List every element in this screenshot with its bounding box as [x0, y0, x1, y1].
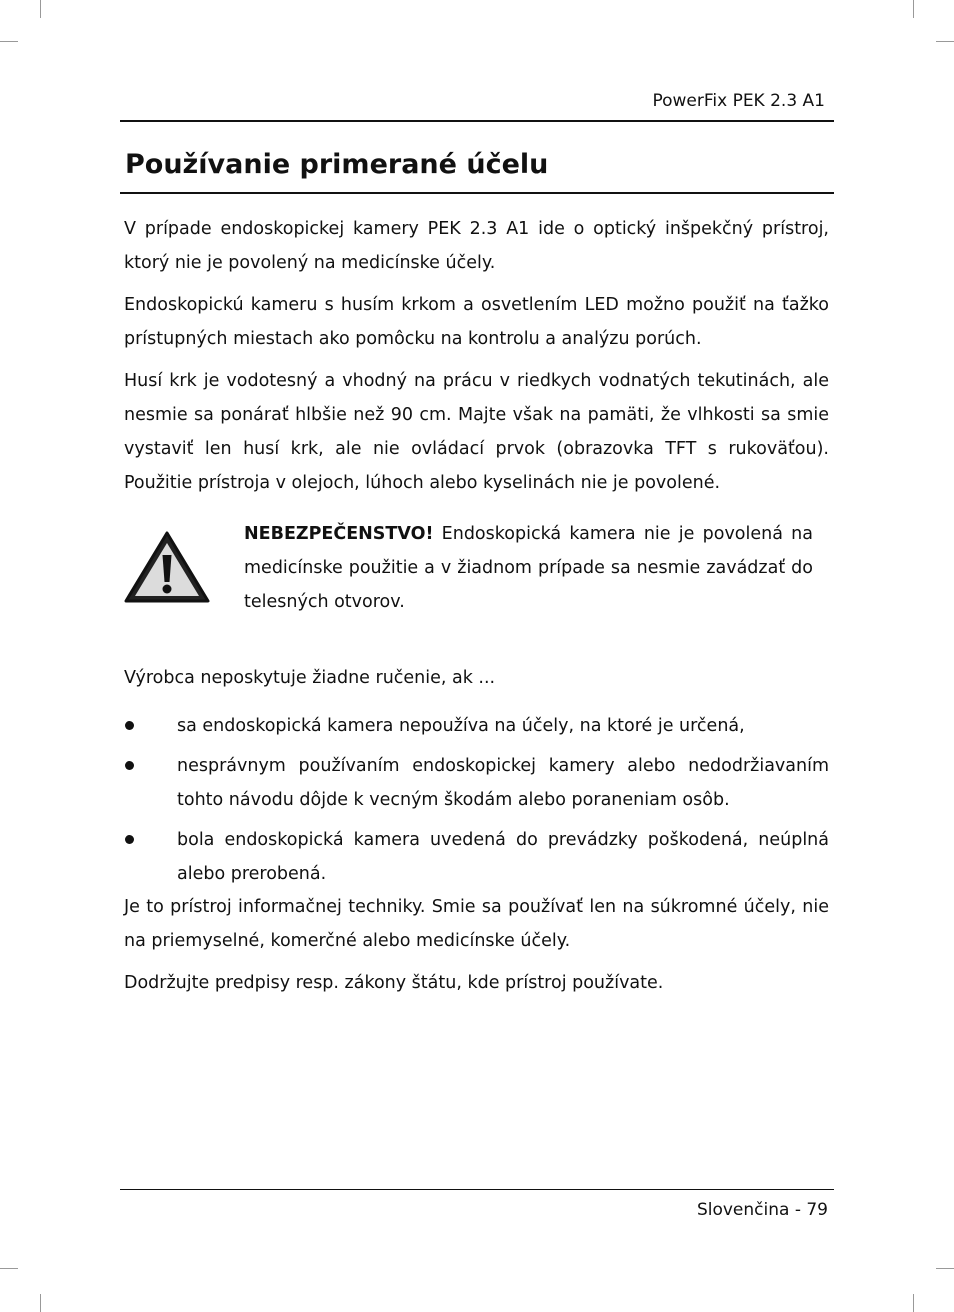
footer-rule [120, 1189, 834, 1190]
warning-text [244, 517, 813, 619]
bullet [125, 761, 134, 770]
crop-mark [40, 1294, 41, 1312]
crop-mark [913, 1294, 914, 1312]
closing-section [124, 890, 829, 1000]
list-item [124, 749, 829, 817]
list-item [124, 823, 829, 891]
paragraph: V prípade endoskopickej kamery PEK 2.3 A1 ide o optický inšpekčný prístroj, ktorý nie je povolený na medicínske účely. [124, 219, 829, 273]
list-item [124, 709, 829, 743]
paragraph: Je to prístroj informačnej techniky. Smie sa používať len na súkromné účely, nie na priemyselné, komerčné alebo medicínske účely. [124, 897, 829, 951]
list-item-text: sa endoskopická kamera nepoužíva na účely, na ktoré je určená, [177, 716, 745, 736]
page-title: Používanie primerané účelu [125, 149, 549, 180]
title-rule [120, 192, 834, 194]
intro-section [124, 212, 829, 500]
running-header: PowerFix PEK 2.3 A1 [652, 91, 825, 111]
header-rule [120, 120, 834, 122]
crop-mark [0, 1268, 18, 1269]
list-item-text: bola endoskopická kamera uvedená do prevádzky poškodená, neúplná alebo prerobená. [177, 830, 829, 884]
paragraph: Endoskopickú kameru s husím krkom a osvetlením LED možno použiť na ťažko prístupných miestach ako pomôcku na kontrolu a analýzu porúch. [124, 295, 829, 349]
bullet [125, 721, 134, 730]
paragraph: Dodržujte predpisy resp. zákony štátu, kde prístroj používate. [124, 973, 664, 993]
warning-body: Endoskopická kamera nie je povolená na medicínske použitie a v žiadnom prípade sa nesmie zavádzať do telesných otvorov. [244, 524, 813, 612]
crop-mark [40, 0, 41, 18]
warranty-list [124, 709, 829, 891]
warning-triangle-icon [123, 529, 211, 605]
crop-mark [0, 41, 18, 42]
page-number: Slovenčina - 79 [696, 1200, 828, 1220]
crop-mark [913, 0, 914, 18]
crop-mark [936, 41, 954, 42]
list-item-text: nesprávnym používaním endoskopickej kamery alebo nedodržiavaním tohto návodu dôjde k vecným škodám alebo poraneniam osôb. [177, 756, 829, 810]
warranty-intro: Výrobca neposkytuje žiadne ručenie, ak ... [124, 668, 496, 688]
paragraph: Husí krk je vodotesný a vhodný na prácu v riedkych vodnatých tekutinách, ale nesmie sa ponárať hlbšie než 90 cm. Majte však na pamäti, že vlhkosti sa smie vystaviť len husí krk, ale nie ovládací prvok (obrazovka TFT s rukoväťou). Použitie prístroja v olejoch, lúhoch alebo kyselinách nie je povolené. [124, 371, 829, 493]
warning-label: NEBEZPEČENSTVO! [244, 524, 434, 544]
crop-mark [936, 1268, 954, 1269]
bullet [125, 835, 134, 844]
